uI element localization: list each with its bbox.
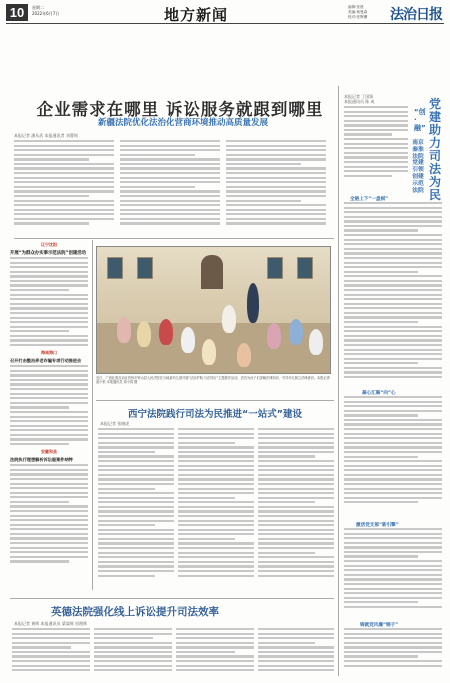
divider: [96, 400, 334, 401]
page-number: 10: [6, 4, 28, 21]
weekday: 星期二: [32, 5, 44, 10]
photo-window: [137, 257, 153, 279]
sidebar-byline: 本报记者 丁国锋: [344, 94, 374, 99]
divider: [338, 86, 339, 676]
sidebar-col-4: [344, 628, 442, 678]
main-headline: 企业需求在哪里 诉讼服务就跟到哪里: [36, 100, 324, 119]
section3-col3: [176, 628, 254, 678]
date: 2022年6月7日: [32, 11, 60, 16]
sidebar-subhead: 凝心汇聚“向”心: [362, 391, 396, 396]
section3-col2: [94, 628, 172, 678]
editor-credits: [348, 5, 367, 20]
photo-window: [267, 257, 283, 279]
photo-window: [297, 257, 313, 279]
sidebar-col-1: [344, 202, 442, 388]
section3-col4: [258, 628, 334, 678]
divider: [10, 598, 334, 599]
main-article-col1: [14, 140, 114, 236]
child-figure: [289, 319, 303, 345]
section2-col2: [178, 428, 254, 596]
sidebar-byline: 本报通讯员 陈 成: [344, 99, 375, 104]
child-figure: [237, 343, 251, 367]
section3-headline: 英德法院强化线上诉讼提升司法效率: [51, 606, 219, 618]
sidebar-subhead: 全链上下“一盘棋”: [350, 197, 389, 202]
sidebar-col-2: [344, 396, 442, 516]
main-subheadline: 新疆法院优化法治化营商环境推动高质量发展: [97, 118, 268, 128]
photo-door: [201, 255, 223, 289]
main-article-col2: [120, 140, 220, 236]
photo-window: [107, 257, 123, 279]
designer-line: 美编:杨曼森: [348, 10, 368, 14]
news-photo: [96, 246, 331, 374]
sidebar-col-3: [344, 528, 442, 618]
photo-caption: 近日，广西壮族自治区贺州市钟山县人民法院在当地某幼儿园开展“法治护航·与法同行”主题普法活动，法官为孩子们讲解法律知识，引导幼儿树立法律意识。本报记者 莫小松 本报通讯员 周小春 摄: [96, 376, 330, 385]
brief-title: 召开打击整治养老诈骗专项行动推进会: [10, 358, 82, 364]
section-title: 地方新闻: [164, 6, 229, 24]
child-figure: [202, 339, 216, 365]
section2-headline: 西宁法院践行司法为民推进“一站式”建设: [128, 409, 302, 420]
sidebar-subhead: 激活党支部“新引擎”: [356, 523, 399, 528]
brief-title: 法院执行理想解析诉讼服案件纳特: [10, 457, 73, 463]
brief-tag: 安徽和县: [41, 449, 57, 455]
section3-col1: [12, 628, 90, 678]
editor-line: 编辑:张晨: [348, 5, 364, 9]
child-figure: [117, 317, 131, 343]
divider: [14, 238, 334, 239]
main-byline: 本报记者 潘从武 本报通讯者 刘曹瑶: [14, 133, 78, 138]
brief-title: 开展“为群众办实事示范法院”创建活动: [10, 251, 87, 256]
section2-col3: [258, 428, 334, 596]
section2-byline: 本报记者 张晓虎: [100, 421, 130, 426]
child-figure: [222, 305, 236, 333]
child-figure: [309, 329, 323, 355]
child-figure: [159, 319, 173, 345]
sidebar-subhead: 铸就党风廉“钢子”: [360, 623, 399, 628]
brief-tag: 辽宁沈阳: [41, 242, 57, 247]
section2-col1: [98, 428, 174, 596]
child-figure: [267, 323, 281, 349]
child-figure: [137, 321, 151, 347]
officer-figure: [247, 283, 259, 323]
page-header: [6, 4, 444, 24]
sidebar-quote-mark: “创·融”: [414, 108, 426, 132]
sidebar-col-intro: [344, 106, 408, 192]
sidebar-vertical-title: 党建助力司法为民: [428, 97, 441, 202]
child-figure: [181, 327, 195, 353]
main-article-col3: [226, 140, 326, 236]
masthead-logo: 法治日报: [390, 7, 442, 23]
brief-tag: 海南海口: [41, 350, 57, 356]
divider: [92, 240, 93, 590]
proofreader-line: 校对:张辉骥: [348, 15, 368, 19]
sidebar-vertical-subtitle: 南京秦淮法院党建引领创建示范法院: [412, 140, 424, 194]
issue-date: [32, 5, 59, 17]
section3-byline: 本报记者 黄辉 本报通讯员 梁谋辉 招理辉: [14, 621, 88, 626]
left-briefs: [10, 242, 88, 592]
